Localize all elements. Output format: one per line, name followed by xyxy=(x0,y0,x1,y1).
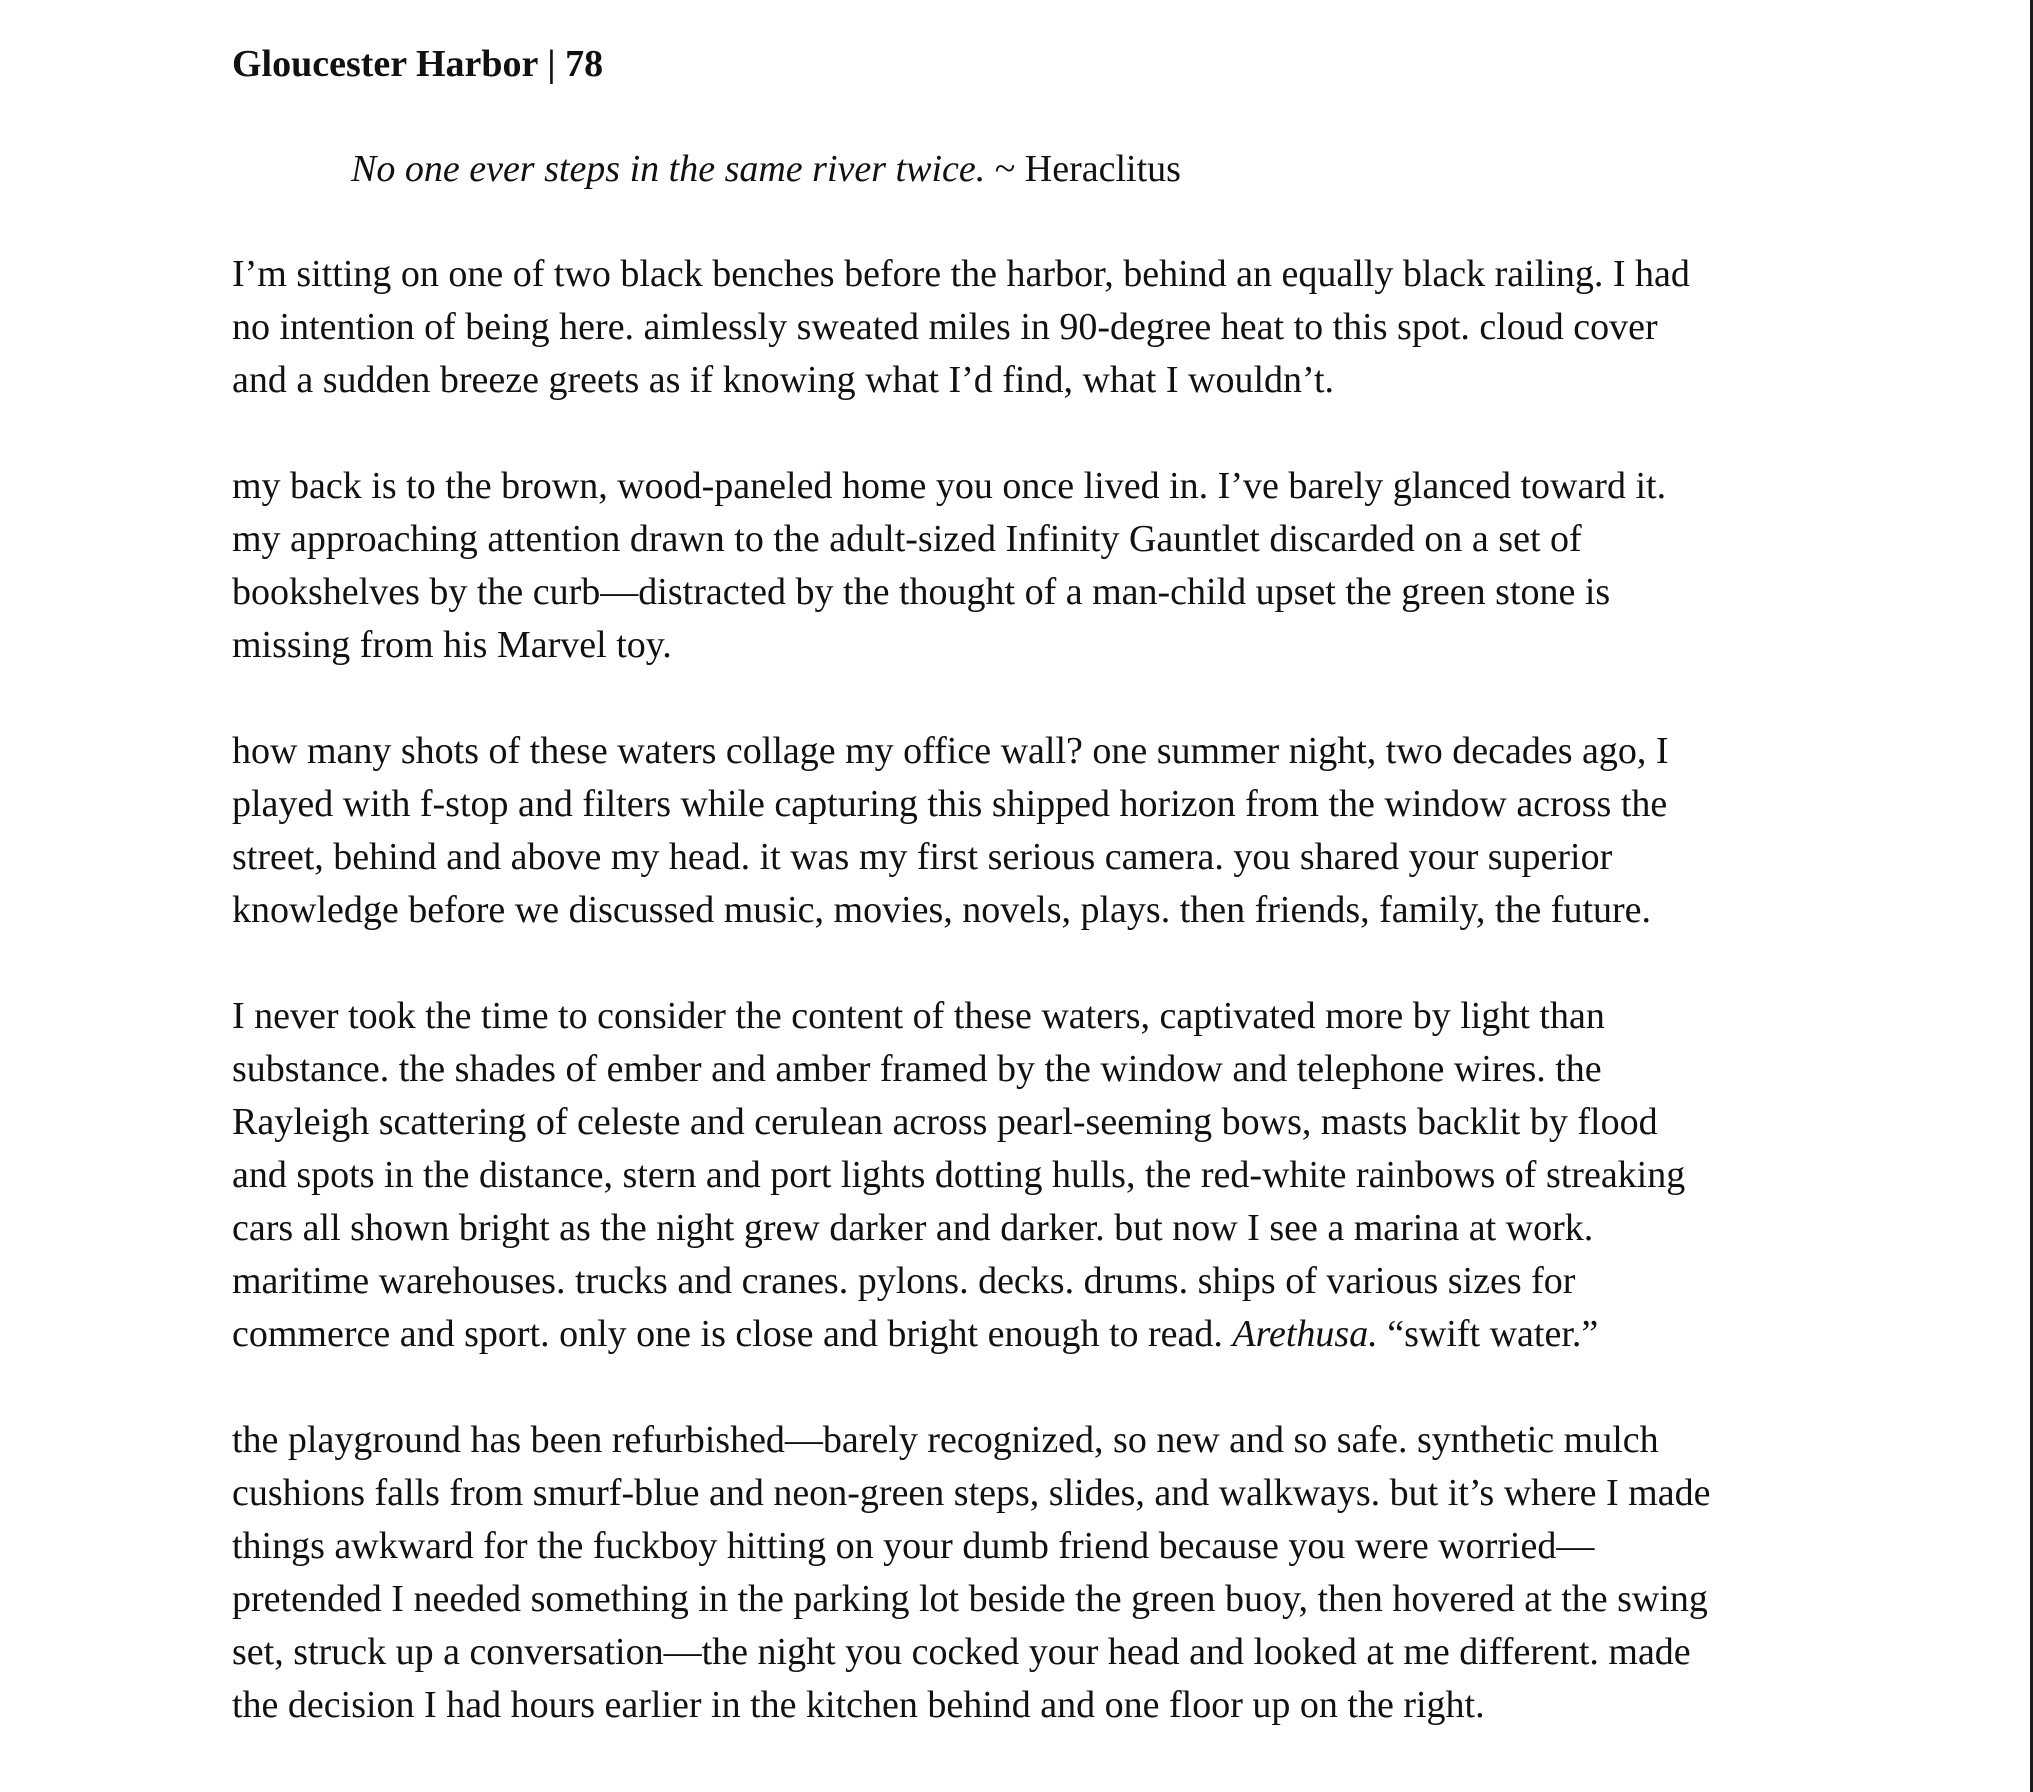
text-line: street, behind and above my head. it was my first serious camera. you shared your superior xyxy=(232,836,1613,878)
page-header xyxy=(232,38,1832,90)
text-line: knowledge before we discussed music, movies, novels, plays. then friends, family, the future. xyxy=(232,889,1652,931)
text-line xyxy=(232,1308,1832,1361)
text-line: maritime warehouses. trucks and cranes. pylons. decks. drums. ships of various sizes for xyxy=(232,1260,1576,1302)
paragraph-5 xyxy=(232,1414,1832,1732)
text-line: cars all shown bright as the night grew darker and darker. but now I see a marina at work. xyxy=(232,1207,1594,1249)
epigraph-attribution: ~ Heraclitus xyxy=(994,148,1181,190)
poem-title: Gloucester Harbor xyxy=(232,43,538,85)
paragraph-2 xyxy=(232,460,1832,672)
text-line: no intention of being here. aimlessly sweated miles in 90-degree heat to this spot. cloud cover xyxy=(232,306,1658,348)
text-line: I never took the time to consider the content of these waters, captivated more by light than xyxy=(232,995,1605,1037)
text-line: how many shots of these waters collage my office wall? one summer night, two decades ago, I xyxy=(232,730,1669,772)
text-line: substance. the shades of ember and amber framed by the window and telephone wires. the xyxy=(232,1048,1602,1090)
text-line: and spots in the distance, stern and port lights dotting hulls, the red-white rainbows of streaking xyxy=(232,1154,1686,1196)
text-line: cushions falls from smurf-blue and neon-green steps, slides, and walkways. but it’s where I made xyxy=(232,1472,1711,1514)
epigraph-quote: No one ever steps in the same river twice. xyxy=(351,148,986,190)
text-run: commerce and sport. only one is close and bright enough to read. xyxy=(232,1313,1233,1355)
text-line: things awkward for the fuckboy hitting on your dumb friend because you were worried— xyxy=(232,1525,1595,1567)
text-line: the decision I had hours earlier in the kitchen behind and one floor up on the right. xyxy=(232,1684,1485,1726)
text-line: the playground has been refurbished—barely recognized, so new and so safe. synthetic mulch xyxy=(232,1419,1659,1461)
ship-name: Arethusa. xyxy=(1232,1313,1378,1355)
text-line: played with f-stop and filters while capturing this shipped horizon from the window across the xyxy=(232,783,1668,825)
paragraph-4 xyxy=(232,990,1832,1361)
text-line: and a sudden breeze greets as if knowing what I’d find, what I wouldn’t. xyxy=(232,359,1335,401)
text-line: Rayleigh scattering of celeste and cerulean across pearl-seeming bows, masts backlit by flood xyxy=(232,1101,1658,1143)
paragraph-3 xyxy=(232,725,1832,937)
page-number: 78 xyxy=(565,43,604,85)
poem-body xyxy=(232,248,1832,1732)
text-line: my back is to the brown, wood-paneled home you once lived in. I’ve barely glanced toward it. xyxy=(232,465,1667,507)
text-run: “swift water.” xyxy=(1377,1313,1599,1355)
text-line: my approaching attention drawn to the adult-sized Infinity Gauntlet discarded on a set of xyxy=(232,518,1582,560)
text-line: set, struck up a conversation—the night you cocked your head and looked at me different. made xyxy=(232,1631,1691,1673)
paragraph-1 xyxy=(232,248,1832,407)
document-page xyxy=(232,38,1832,1785)
text-line: missing from his Marvel toy. xyxy=(232,624,672,666)
text-line: I’m sitting on one of two black benches before the harbor, behind an equally black railing. I had xyxy=(232,253,1690,295)
text-line: pretended I needed something in the parking lot beside the green buoy, then hovered at the swing xyxy=(232,1578,1708,1620)
text-line: bookshelves by the curb—distracted by the thought of a man-child upset the green stone is xyxy=(232,571,1611,613)
header-separator: | xyxy=(547,43,556,85)
epigraph xyxy=(351,143,1832,195)
